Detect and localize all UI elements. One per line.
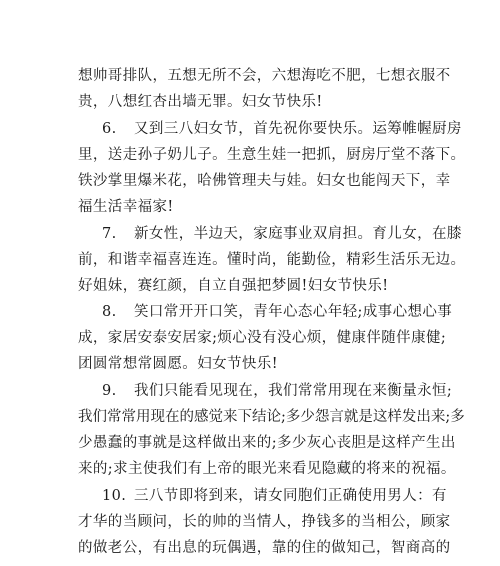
numbered-line xyxy=(102,224,462,244)
text-line xyxy=(78,171,451,191)
item-number: 7. xyxy=(102,226,117,242)
numbered-line xyxy=(102,381,452,401)
line-text: 贵，八想红杏出墙无罪。妇女节快乐! xyxy=(78,94,323,110)
line-text: 福生活幸福家! xyxy=(78,199,174,215)
line-text: 好姐妹，赛红颜，自立自强把梦圆!妇女节快乐! xyxy=(78,278,389,294)
item-number: 6. xyxy=(102,121,117,137)
text-line xyxy=(78,354,278,374)
numbered-line xyxy=(102,119,462,139)
text-line xyxy=(78,512,451,532)
item-number: 10. xyxy=(102,488,127,504)
text-line xyxy=(78,433,456,453)
line-text: 铁沙掌里爆米花，哈佛管理夫与娃。妇女也能闯天下，幸 xyxy=(78,173,451,189)
text-line xyxy=(78,197,174,217)
line-text: 又到三八妇女节，首先祝你要快乐。运筹帷幄厨房 xyxy=(134,121,462,137)
text-line xyxy=(78,92,323,112)
text-line xyxy=(78,328,446,348)
text-line xyxy=(78,407,465,427)
line-text: 少愚蠢的事就是这样做出来的;多少灰心丧胆是这样产生出 xyxy=(78,435,456,451)
line-text: 三八节即将到来，请女同胞们正确使用男人：有 xyxy=(134,488,447,504)
text-line xyxy=(78,145,465,165)
text-line xyxy=(78,538,451,558)
line-text: 团圆常想常圆愿。妇女节快乐! xyxy=(78,356,278,372)
item-number: 8. xyxy=(102,304,117,320)
line-text: 前，和谐幸福喜连连。懂时尚，能勤俭，精彩生活乐无边。 xyxy=(78,252,466,268)
line-text: 我们常常用现在的感觉来下结论;多少怨言就是这样发出来;多 xyxy=(78,409,465,425)
text-line xyxy=(78,459,456,479)
item-number: 9. xyxy=(102,383,117,399)
line-text: 来的;求主使我们有上帝的眼光来看见隐藏的将来的祝福。 xyxy=(78,461,456,477)
numbered-line xyxy=(102,486,447,506)
line-text: 新女性，半边天，家庭事业双肩担。育儿女，在膝 xyxy=(134,226,462,242)
text-line xyxy=(78,250,465,270)
line-text: 才华的当顾问，长的帅的当情人，挣钱多的当相公，顾家 xyxy=(78,514,451,530)
line-text: 的做老公，有出息的玩偶遇，靠的住的做知己，智商高的 xyxy=(78,540,451,556)
line-text: 想帅哥排队，五想无所不会，六想海吃不肥，七想衣服不 xyxy=(78,68,451,84)
line-text: 我们只能看见现在，我们常常用现在来衡量永恒; xyxy=(134,383,453,399)
line-text: 成，家居安泰安居家;烦心没有没心烦，健康伴随伴康健; xyxy=(78,330,447,346)
line-text: 里，送走孙子奶儿子。生意生娃一把抓，厨房厅堂不落下。 xyxy=(78,147,466,163)
text-line xyxy=(78,276,388,296)
text-line xyxy=(78,66,451,86)
line-text: 笑口常开开口笑，青年心态心年轻;成事心想心事 xyxy=(134,304,453,320)
numbered-line xyxy=(102,302,452,322)
